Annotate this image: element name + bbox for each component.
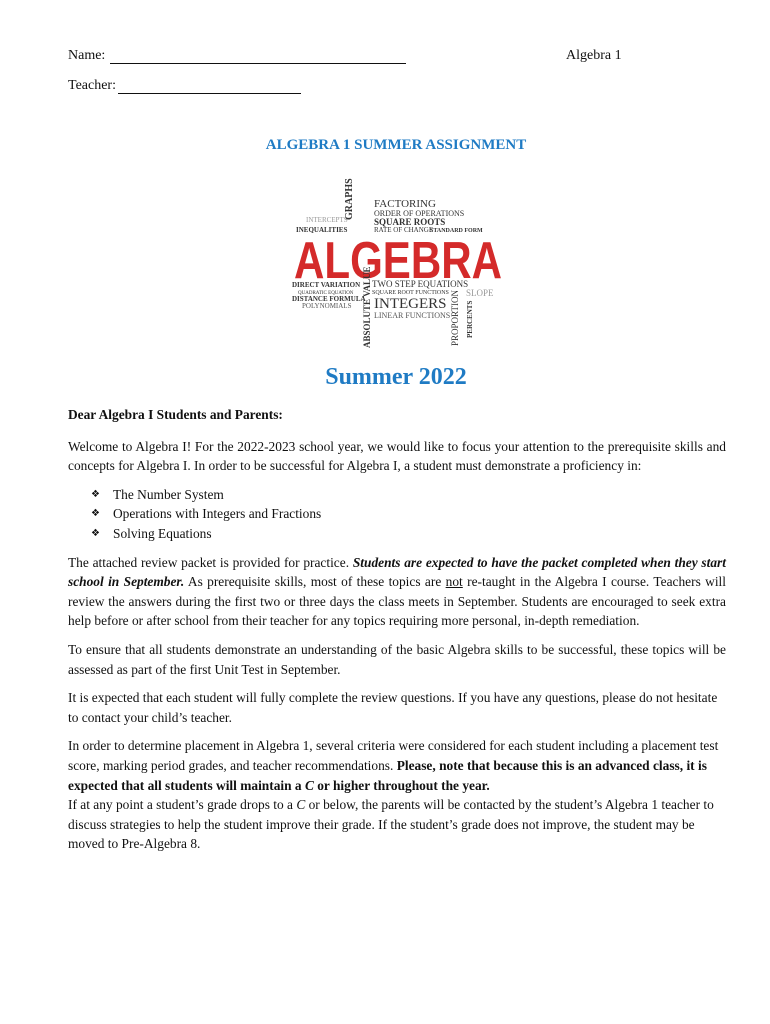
intro-paragraph: Welcome to Algebra I! For the 2022-2023 school year, we would like to focus your attention to the prerequisite skills and concepts for Algebra I. In order to be successful for Algebra I, a student must demonstrate a proficiency in: <box>68 438 726 474</box>
word-two-step-equations: TWO STEP EQUATIONS <box>372 279 469 289</box>
expectation-paragraph: It is expected that each student will fully complete the review questions. If you have any questions, please do not hesitate to contact your child’s teacher. <box>68 690 718 725</box>
word-standard-form: STANDARD FORM <box>430 228 483 234</box>
assessment-paragraph: To ensure that all students demonstrate an understanding of the basic Algebra skills to be successful, these topics will be assessed as part of the first Unit Test in September. <box>68 641 726 677</box>
word-rate-of-change: RATE OF CHANGE <box>374 226 434 234</box>
word-percents: PERCENTS <box>466 300 474 338</box>
teacher-label: Teacher: <box>68 78 116 93</box>
teacher-row <box>68 78 368 98</box>
diamond-bullet-icon: ❖ <box>91 488 100 500</box>
placement-paragraph: In order to determine placement in Algebra 1, several criteria were considered for each student including a placement test score, marking period grades, and teacher recommendations. Please, note that because this is an advanced class, it is expected that all students will maintain a C or higher throughout the year. <box>68 738 719 793</box>
name-row <box>68 48 708 68</box>
word-linear-functions: LINEAR FUNCTIONS <box>374 311 451 320</box>
algebra-word-cloud <box>288 170 508 358</box>
word-distance-formula: DISTANCE FORMULA <box>292 295 366 303</box>
word-quadratic-equation: QUADRATIC EQUATION <box>298 291 354 296</box>
word-graphs: GRAPHS <box>344 178 355 220</box>
list-item: ❖ The Number System <box>91 485 726 505</box>
word-slope: SLOPE <box>466 288 494 298</box>
course-label: Algebra 1 <box>566 48 622 63</box>
word-absolute-value: ABSOLUTE VALUE <box>362 266 372 348</box>
word-square-root-functions: SQUARE ROOT FUNCTIONS <box>372 290 449 296</box>
diamond-bullet-icon: ❖ <box>91 527 100 539</box>
word-intercepts: INTERCEPTS <box>306 216 348 224</box>
word-polynomials: POLYNOMIALS <box>302 302 352 310</box>
summer-heading: Summer 2022 <box>325 364 467 390</box>
list-item: ❖ Operations with Integers and Fractions <box>91 504 726 524</box>
word-square-roots: SQUARE ROOTS <box>374 217 446 227</box>
teacher-blank-line <box>118 93 301 94</box>
word-inequalities: INEQUALITIES <box>296 226 348 234</box>
list-item: ❖ Solving Equations <box>91 524 726 544</box>
word-order-of-operations: ORDER OF OPERATIONS <box>374 209 465 218</box>
grade-policy-paragraph: If at any point a student’s grade drops to a C or below, the parents will be contacted by the student’s Algebra 1 teacher to discuss strategies to help the student improve their grade. If the student’s grade does not improve, the student may be moved to Pre-Algebra 8. <box>68 797 714 852</box>
word-factoring: FACTORING <box>374 198 436 210</box>
assignment-title: ALGEBRA 1 SUMMER ASSIGNMENT <box>265 137 527 153</box>
skills-list <box>68 485 726 544</box>
name-label: Name: <box>68 48 106 63</box>
letter-body <box>68 405 726 863</box>
word-proportion: PROPORTION <box>450 290 460 346</box>
word-main: ALGEBRA <box>294 232 502 290</box>
word-integers: INTEGERS <box>374 296 447 312</box>
word-direct-variation: DIRECT VARIATION <box>292 281 361 289</box>
salutation: Dear Algebra I Students and Parents: <box>68 407 283 422</box>
name-blank-line <box>110 63 406 64</box>
practice-paragraph: The attached review packet is provided for practice. Students are expected to have the packet completed when they start school in September. As prerequisite skills, most of these topics are not re-taught in the Algebra I course. Teachers will review the answers during the first two or three days the class meets in September. Students are encouraged to seek extra help before or after school from their teacher for any topics requiring more personal, in-depth remediation. <box>68 554 726 629</box>
diamond-bullet-icon: ❖ <box>91 508 100 520</box>
